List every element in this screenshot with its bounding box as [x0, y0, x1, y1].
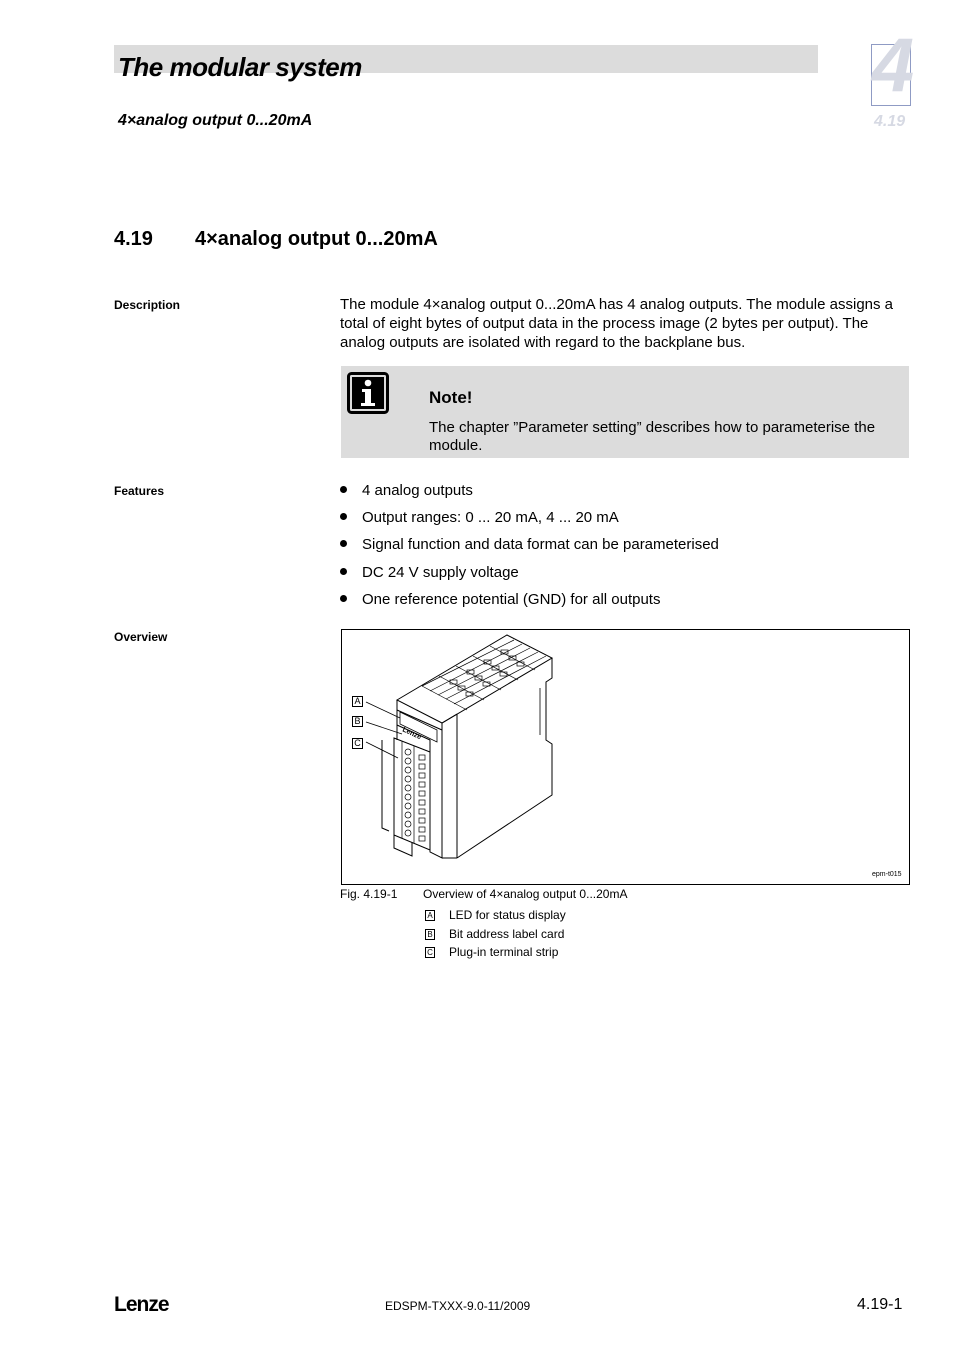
- description-text: The module 4×analog output 0...20mA has 4 analog outputs. The module assigns a total of eight bytes of output data in the process image (2 bytes per output). The analog outputs are isolated with regard to the backplane bus.: [340, 296, 894, 351]
- section-title: 4×analog output 0...20mA: [195, 228, 438, 250]
- bullet-icon: [340, 595, 347, 602]
- description-label: Description: [114, 298, 181, 312]
- figure-caption-number: Fig. 4.19-1: [340, 887, 398, 901]
- list-item: Output ranges: 0 ... 20 mA, 4 ... 20 mA: [340, 509, 619, 526]
- legend-item: A LED for status display: [425, 908, 566, 922]
- legend-item: B Bit address label card: [425, 927, 564, 941]
- callout-a: A: [352, 696, 363, 707]
- legend-item: C Plug-in terminal strip: [425, 945, 558, 959]
- figure-caption-text: Overview of 4×analog output 0...20mA: [423, 887, 628, 901]
- page-number: 4.19-1: [857, 1296, 903, 1313]
- page-subtitle: 4×analog output 0...20mA: [118, 112, 313, 129]
- note-text: The chapter ”Parameter setting” describes how to parameterise the module.: [429, 419, 876, 454]
- page-title: The modular system: [118, 52, 362, 82]
- note-title: Note!: [429, 388, 473, 407]
- callout-b: B: [352, 716, 363, 727]
- list-item: DC 24 V supply voltage: [340, 564, 519, 581]
- info-icon: [347, 372, 389, 414]
- chapter-section: 4.19: [874, 113, 906, 130]
- chapter-number: 4: [871, 23, 915, 108]
- document-id: EDSPM-TXXX-9.0-11/2009: [385, 1299, 531, 1313]
- list-item: One reference potential (GND) for all outputs: [340, 591, 660, 608]
- callout-c: C: [352, 738, 363, 749]
- bullet-icon: [340, 486, 347, 493]
- bullet-icon: [340, 540, 347, 547]
- overview-label: Overview: [114, 630, 168, 644]
- module-illustration: [342, 630, 562, 860]
- section-number: 4.19: [114, 228, 153, 250]
- list-item: Signal function and data format can be parameterised: [340, 536, 719, 553]
- bullet-icon: [340, 568, 347, 575]
- bullet-icon: [340, 513, 347, 520]
- device-brand: Lenze: [401, 726, 423, 742]
- features-label: Features: [114, 484, 165, 498]
- lenze-logo: Lenze: [114, 1293, 169, 1316]
- figure-code: epm-t015: [872, 871, 902, 878]
- list-item: 4 analog outputs: [340, 482, 473, 499]
